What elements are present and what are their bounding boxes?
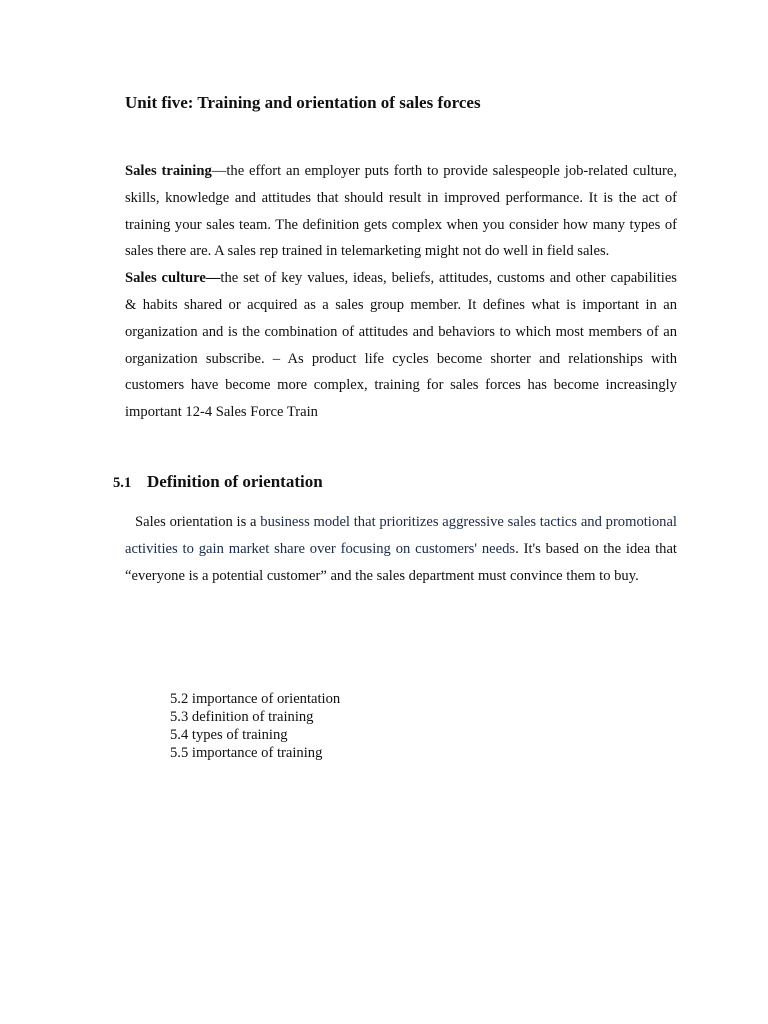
orientation-lead: Sales orientation is a (135, 514, 261, 530)
section-5-1-heading (113, 472, 323, 492)
definitions-block (125, 158, 677, 426)
sales-training-text: —the effort an employer puts forth to provide salespeople job-related culture, skills, knowledge and attitudes that should result in improved performance. It is the act of training your sales team. The definition gets complex when you consider how many types of sales there are. A sales rep trained in telemarketing might not do well in field sales. (125, 163, 677, 260)
sales-culture-text: the set of key values, ideas, beliefs, attitudes, customs and other capabilities & habits shared or acquired as a sales group member. It defines what is important in an organization and is the combination of attitudes and behaviors to which most members of an organization subscribe. – As product life cycles become shorter and relationships with customers have become more complex, training for sales forces has become increasingly important 12-4 Sales Force Train (125, 270, 677, 421)
sales-culture-term: Sales culture— (125, 270, 221, 287)
orientation-paragraph (125, 509, 677, 589)
list-item: 5.2 importance of orientation (170, 691, 341, 707)
orientation-rest: . It's based on the idea that “everyone is a potential customer” and the sales department must convince them to buy. (125, 540, 677, 584)
sales-training-paragraph (125, 158, 677, 265)
sales-training-term: Sales training (125, 163, 212, 179)
sales-culture-paragraph (125, 265, 677, 426)
list-item: 5.5 importance of training (170, 745, 323, 761)
section-title: Definition of orientation (147, 472, 323, 491)
list-item: 5.4 types of training (170, 727, 288, 743)
section-list (170, 690, 340, 762)
orientation-highlight: business model that prioritizes aggressive sales tactics and promotional activities to gain market share over focusing on customers' needs (125, 514, 677, 557)
section-number: 5.1 (113, 475, 132, 491)
list-item: 5.3 definition of training (170, 709, 314, 725)
document-title: Unit five: Training and orientation of sales forces (125, 93, 481, 112)
